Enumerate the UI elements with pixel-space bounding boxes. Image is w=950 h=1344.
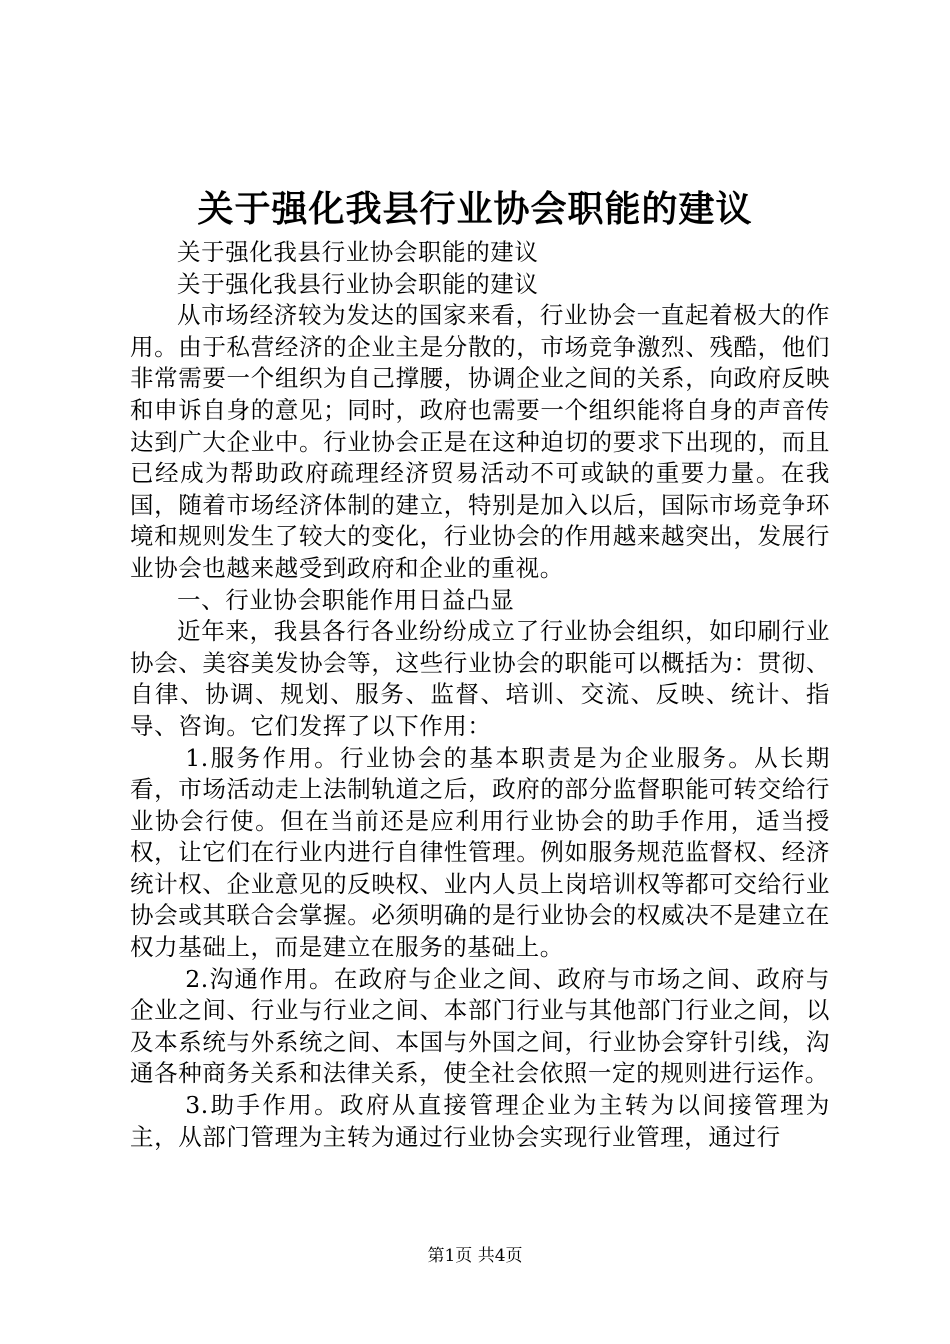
numbered-paragraph: 1.服务作用。行业协会的基本职责是为企业服务。从长期看，市场活动走上法制轨道之后，政府的部分监督职能可转交给行业协会行使。但在当前还是应利用行业协会的助手作用，适当授权，让它们在行业内进行自律性管理。例如服务规范监督权、经济统计权、企业意见的反映权、业内人员上岗培训权等都可交给行业协会或其联合会掌握。必须明确的是行业协会的权威决不是建立在权力基础上，而是建立在服务的基础上。 [130,743,830,962]
subtitle-line: 关于强化我县行业协会职能的建议 [177,269,539,298]
subtitle-line: 关于强化我县行业协会职能的建议 [177,238,539,266]
document-title: 关于强化我县行业协会职能的建议 [197,188,753,230]
body-paragraph: 近年来，我县各行各业纷纷成立了行业协会组织，如印刷行业协会、美容美发协会等，这些行业协会的职能可以概括为：贯彻、自律、协调、规划、服务、监督、培训、交流、反映、统计、指导、咨询。它们发挥了以下作用： [130,617,830,740]
document-body [130,237,830,1153]
body-paragraph: 从市场经济较为发达的国家来看，行业协会一直起着极大的作用。由于私营经济的企业主是分散的，市场竞争激烈、残酷，他们非常需要一个组织为自己撑腰，协调企业之间的关系，向政府反映和申诉自身的意见；同时，政府也需要一个组织能将自身的声音传达到广大企业中。行业协会正是在这种迫切的要求下出现的，而且已经成为帮助政府疏理经济贸易活动不可或缺的重要力量。在我国，随着市场经济体制的建立，特别是加入以后，国际市场竞争环境和规则发生了较大的变化，行业协会的作用越来越突出，发展行业协会也越来越受到政府和企业的重视。 [130,301,830,582]
section-heading: 一、行业协会职能作用日益凸显 [177,585,515,614]
numbered-paragraph: 3.助手作用。政府从直接管理企业为主转为以间接管理为主，从部门管理为主转为通过行业协会实现行业管理，通过行 [130,1091,830,1151]
page-footer: 第1页 共4页 [427,1246,523,1266]
numbered-paragraph: 2.沟通作用。在政府与企业之间、政府与市场之间、政府与企业之间、行业与行业之间、本部门行业与其他部门行业之间，以及本系统与外系统之间、本国与外国之间，行业协会穿针引线，沟通各种商务关系和法律关系，使全社会依照一定的规则进行运作。 [130,964,830,1088]
